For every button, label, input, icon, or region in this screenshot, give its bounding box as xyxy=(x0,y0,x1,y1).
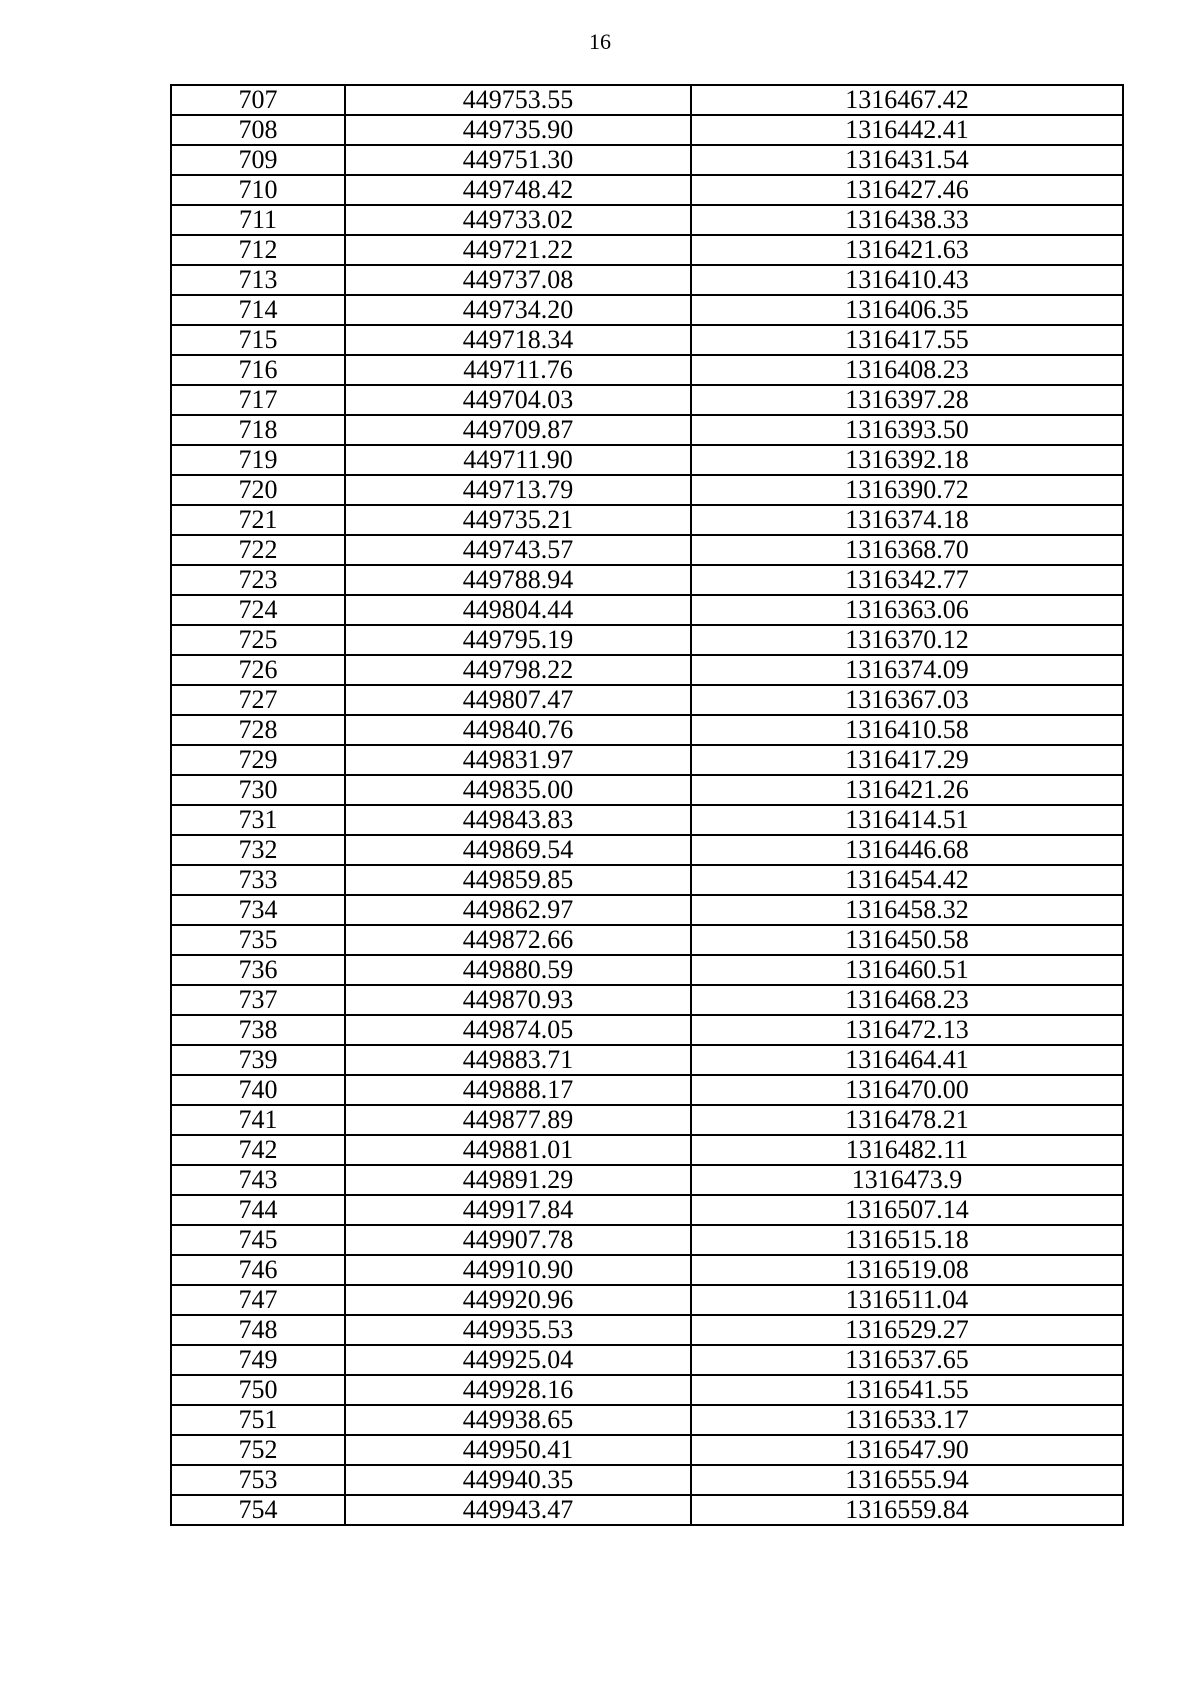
table-row xyxy=(171,1315,1123,1345)
x-coordinate-cell: 449950.41 xyxy=(345,1435,691,1465)
table-row xyxy=(171,805,1123,835)
table-row xyxy=(171,325,1123,355)
x-coordinate-cell: 449807.47 xyxy=(345,685,691,715)
table-row xyxy=(171,715,1123,745)
point-number-cell: 741 xyxy=(171,1105,345,1135)
y-coordinate-cell: 1316374.09 xyxy=(691,655,1123,685)
point-number-cell: 746 xyxy=(171,1255,345,1285)
y-coordinate-cell: 1316473.9 xyxy=(691,1165,1123,1195)
point-number-cell: 711 xyxy=(171,205,345,235)
table-row xyxy=(171,115,1123,145)
table-row xyxy=(171,85,1123,115)
y-coordinate-cell: 1316519.08 xyxy=(691,1255,1123,1285)
point-number-cell: 744 xyxy=(171,1195,345,1225)
table-row xyxy=(171,1375,1123,1405)
point-number-cell: 716 xyxy=(171,355,345,385)
x-coordinate-cell: 449940.35 xyxy=(345,1465,691,1495)
point-number-cell: 736 xyxy=(171,955,345,985)
x-coordinate-cell: 449859.85 xyxy=(345,865,691,895)
y-coordinate-cell: 1316478.21 xyxy=(691,1105,1123,1135)
y-coordinate-cell: 1316414.51 xyxy=(691,805,1123,835)
table-row xyxy=(171,955,1123,985)
x-coordinate-cell: 449735.21 xyxy=(345,505,691,535)
point-number-cell: 721 xyxy=(171,505,345,535)
table-row xyxy=(171,775,1123,805)
table-row xyxy=(171,595,1123,625)
x-coordinate-cell: 449928.16 xyxy=(345,1375,691,1405)
point-number-cell: 728 xyxy=(171,715,345,745)
y-coordinate-cell: 1316450.58 xyxy=(691,925,1123,955)
point-number-cell: 729 xyxy=(171,745,345,775)
point-number-cell: 717 xyxy=(171,385,345,415)
point-number-cell: 719 xyxy=(171,445,345,475)
y-coordinate-cell: 1316370.12 xyxy=(691,625,1123,655)
x-coordinate-cell: 449734.20 xyxy=(345,295,691,325)
y-coordinate-cell: 1316559.84 xyxy=(691,1495,1123,1525)
point-number-cell: 737 xyxy=(171,985,345,1015)
x-coordinate-cell: 449735.90 xyxy=(345,115,691,145)
point-number-cell: 709 xyxy=(171,145,345,175)
table-row xyxy=(171,505,1123,535)
x-coordinate-cell: 449804.44 xyxy=(345,595,691,625)
table-row xyxy=(171,205,1123,235)
y-coordinate-cell: 1316470.00 xyxy=(691,1075,1123,1105)
point-number-cell: 733 xyxy=(171,865,345,895)
point-number-cell: 748 xyxy=(171,1315,345,1345)
x-coordinate-cell: 449907.78 xyxy=(345,1225,691,1255)
y-coordinate-cell: 1316468.23 xyxy=(691,985,1123,1015)
x-coordinate-cell: 449748.42 xyxy=(345,175,691,205)
table-row xyxy=(171,1495,1123,1525)
table-row xyxy=(171,1345,1123,1375)
page-number: 16 xyxy=(589,29,611,54)
y-coordinate-cell: 1316431.54 xyxy=(691,145,1123,175)
y-coordinate-cell: 1316529.27 xyxy=(691,1315,1123,1345)
x-coordinate-cell: 449835.00 xyxy=(345,775,691,805)
point-number-cell: 718 xyxy=(171,415,345,445)
table-row xyxy=(171,1105,1123,1135)
y-coordinate-cell: 1316393.50 xyxy=(691,415,1123,445)
point-number-cell: 743 xyxy=(171,1165,345,1195)
table-row xyxy=(171,1255,1123,1285)
table-row xyxy=(171,1465,1123,1495)
y-coordinate-cell: 1316363.06 xyxy=(691,595,1123,625)
y-coordinate-cell: 1316464.41 xyxy=(691,1045,1123,1075)
x-coordinate-cell: 449870.93 xyxy=(345,985,691,1015)
x-coordinate-cell: 449877.89 xyxy=(345,1105,691,1135)
x-coordinate-cell: 449743.57 xyxy=(345,535,691,565)
coordinates-table xyxy=(170,84,1124,1526)
table-row xyxy=(171,745,1123,775)
point-number-cell: 723 xyxy=(171,565,345,595)
y-coordinate-cell: 1316374.18 xyxy=(691,505,1123,535)
point-number-cell: 714 xyxy=(171,295,345,325)
point-number-cell: 753 xyxy=(171,1465,345,1495)
point-number-cell: 738 xyxy=(171,1015,345,1045)
y-coordinate-cell: 1316472.13 xyxy=(691,1015,1123,1045)
point-number-cell: 725 xyxy=(171,625,345,655)
x-coordinate-cell: 449831.97 xyxy=(345,745,691,775)
y-coordinate-cell: 1316421.26 xyxy=(691,775,1123,805)
point-number-cell: 751 xyxy=(171,1405,345,1435)
table-row xyxy=(171,475,1123,505)
table-row xyxy=(171,535,1123,565)
y-coordinate-cell: 1316368.70 xyxy=(691,535,1123,565)
point-number-cell: 710 xyxy=(171,175,345,205)
y-coordinate-cell: 1316515.18 xyxy=(691,1225,1123,1255)
y-coordinate-cell: 1316446.68 xyxy=(691,835,1123,865)
x-coordinate-cell: 449883.71 xyxy=(345,1045,691,1075)
x-coordinate-cell: 449935.53 xyxy=(345,1315,691,1345)
y-coordinate-cell: 1316482.11 xyxy=(691,1135,1123,1165)
x-coordinate-cell: 449881.01 xyxy=(345,1135,691,1165)
x-coordinate-cell: 449888.17 xyxy=(345,1075,691,1105)
x-coordinate-cell: 449943.47 xyxy=(345,1495,691,1525)
x-coordinate-cell: 449721.22 xyxy=(345,235,691,265)
y-coordinate-cell: 1316421.63 xyxy=(691,235,1123,265)
point-number-cell: 731 xyxy=(171,805,345,835)
x-coordinate-cell: 449709.87 xyxy=(345,415,691,445)
table-row xyxy=(171,355,1123,385)
point-number-cell: 708 xyxy=(171,115,345,145)
point-number-cell: 740 xyxy=(171,1075,345,1105)
point-number-cell: 754 xyxy=(171,1495,345,1525)
y-coordinate-cell: 1316406.35 xyxy=(691,295,1123,325)
point-number-cell: 727 xyxy=(171,685,345,715)
y-coordinate-cell: 1316541.55 xyxy=(691,1375,1123,1405)
x-coordinate-cell: 449891.29 xyxy=(345,1165,691,1195)
point-number-cell: 739 xyxy=(171,1045,345,1075)
y-coordinate-cell: 1316392.18 xyxy=(691,445,1123,475)
table-row xyxy=(171,1285,1123,1315)
table-row xyxy=(171,1405,1123,1435)
table-row xyxy=(171,295,1123,325)
table-row xyxy=(171,835,1123,865)
table-row xyxy=(171,175,1123,205)
x-coordinate-cell: 449925.04 xyxy=(345,1345,691,1375)
y-coordinate-cell: 1316417.29 xyxy=(691,745,1123,775)
point-number-cell: 715 xyxy=(171,325,345,355)
coordinates-table-body xyxy=(171,85,1123,1525)
point-number-cell: 707 xyxy=(171,85,345,115)
y-coordinate-cell: 1316397.28 xyxy=(691,385,1123,415)
x-coordinate-cell: 449753.55 xyxy=(345,85,691,115)
x-coordinate-cell: 449869.54 xyxy=(345,835,691,865)
y-coordinate-cell: 1316410.58 xyxy=(691,715,1123,745)
y-coordinate-cell: 1316454.42 xyxy=(691,865,1123,895)
x-coordinate-cell: 449711.90 xyxy=(345,445,691,475)
x-coordinate-cell: 449798.22 xyxy=(345,655,691,685)
y-coordinate-cell: 1316408.23 xyxy=(691,355,1123,385)
y-coordinate-cell: 1316427.46 xyxy=(691,175,1123,205)
table-row xyxy=(171,1225,1123,1255)
y-coordinate-cell: 1316367.03 xyxy=(691,685,1123,715)
x-coordinate-cell: 449910.90 xyxy=(345,1255,691,1285)
point-number-cell: 720 xyxy=(171,475,345,505)
table-row xyxy=(171,925,1123,955)
table-row xyxy=(171,445,1123,475)
point-number-cell: 732 xyxy=(171,835,345,865)
point-number-cell: 735 xyxy=(171,925,345,955)
point-number-cell: 730 xyxy=(171,775,345,805)
x-coordinate-cell: 449920.96 xyxy=(345,1285,691,1315)
x-coordinate-cell: 449733.02 xyxy=(345,205,691,235)
x-coordinate-cell: 449843.83 xyxy=(345,805,691,835)
y-coordinate-cell: 1316555.94 xyxy=(691,1465,1123,1495)
point-number-cell: 713 xyxy=(171,265,345,295)
y-coordinate-cell: 1316533.17 xyxy=(691,1405,1123,1435)
y-coordinate-cell: 1316507.14 xyxy=(691,1195,1123,1225)
table-row xyxy=(171,895,1123,925)
table-row xyxy=(171,655,1123,685)
x-coordinate-cell: 449840.76 xyxy=(345,715,691,745)
y-coordinate-cell: 1316442.41 xyxy=(691,115,1123,145)
point-number-cell: 722 xyxy=(171,535,345,565)
x-coordinate-cell: 449874.05 xyxy=(345,1015,691,1045)
table-row xyxy=(171,1165,1123,1195)
y-coordinate-cell: 1316390.72 xyxy=(691,475,1123,505)
table-row xyxy=(171,1135,1123,1165)
table-row xyxy=(171,1015,1123,1045)
y-coordinate-cell: 1316417.55 xyxy=(691,325,1123,355)
x-coordinate-cell: 449795.19 xyxy=(345,625,691,655)
point-number-cell: 734 xyxy=(171,895,345,925)
table-row xyxy=(171,265,1123,295)
y-coordinate-cell: 1316537.65 xyxy=(691,1345,1123,1375)
point-number-cell: 747 xyxy=(171,1285,345,1315)
x-coordinate-cell: 449751.30 xyxy=(345,145,691,175)
y-coordinate-cell: 1316458.32 xyxy=(691,895,1123,925)
y-coordinate-cell: 1316511.04 xyxy=(691,1285,1123,1315)
table-row xyxy=(171,385,1123,415)
point-number-cell: 750 xyxy=(171,1375,345,1405)
y-coordinate-cell: 1316342.77 xyxy=(691,565,1123,595)
x-coordinate-cell: 449880.59 xyxy=(345,955,691,985)
y-coordinate-cell: 1316547.90 xyxy=(691,1435,1123,1465)
table-row xyxy=(171,1045,1123,1075)
x-coordinate-cell: 449718.34 xyxy=(345,325,691,355)
table-row xyxy=(171,1075,1123,1105)
y-coordinate-cell: 1316467.42 xyxy=(691,85,1123,115)
x-coordinate-cell: 449737.08 xyxy=(345,265,691,295)
table-row xyxy=(171,415,1123,445)
table-row xyxy=(171,685,1123,715)
table-row xyxy=(171,865,1123,895)
x-coordinate-cell: 449704.03 xyxy=(345,385,691,415)
table-row xyxy=(171,235,1123,265)
x-coordinate-cell: 449713.79 xyxy=(345,475,691,505)
table-row xyxy=(171,565,1123,595)
x-coordinate-cell: 449788.94 xyxy=(345,565,691,595)
point-number-cell: 749 xyxy=(171,1345,345,1375)
table-row xyxy=(171,145,1123,175)
x-coordinate-cell: 449862.97 xyxy=(345,895,691,925)
x-coordinate-cell: 449938.65 xyxy=(345,1405,691,1435)
table-row xyxy=(171,1195,1123,1225)
x-coordinate-cell: 449917.84 xyxy=(345,1195,691,1225)
table-row xyxy=(171,1435,1123,1465)
point-number-cell: 742 xyxy=(171,1135,345,1165)
x-coordinate-cell: 449872.66 xyxy=(345,925,691,955)
x-coordinate-cell: 449711.76 xyxy=(345,355,691,385)
table-row xyxy=(171,985,1123,1015)
point-number-cell: 752 xyxy=(171,1435,345,1465)
table-row xyxy=(171,625,1123,655)
y-coordinate-cell: 1316460.51 xyxy=(691,955,1123,985)
point-number-cell: 745 xyxy=(171,1225,345,1255)
point-number-cell: 712 xyxy=(171,235,345,265)
y-coordinate-cell: 1316410.43 xyxy=(691,265,1123,295)
y-coordinate-cell: 1316438.33 xyxy=(691,205,1123,235)
point-number-cell: 726 xyxy=(171,655,345,685)
point-number-cell: 724 xyxy=(171,595,345,625)
